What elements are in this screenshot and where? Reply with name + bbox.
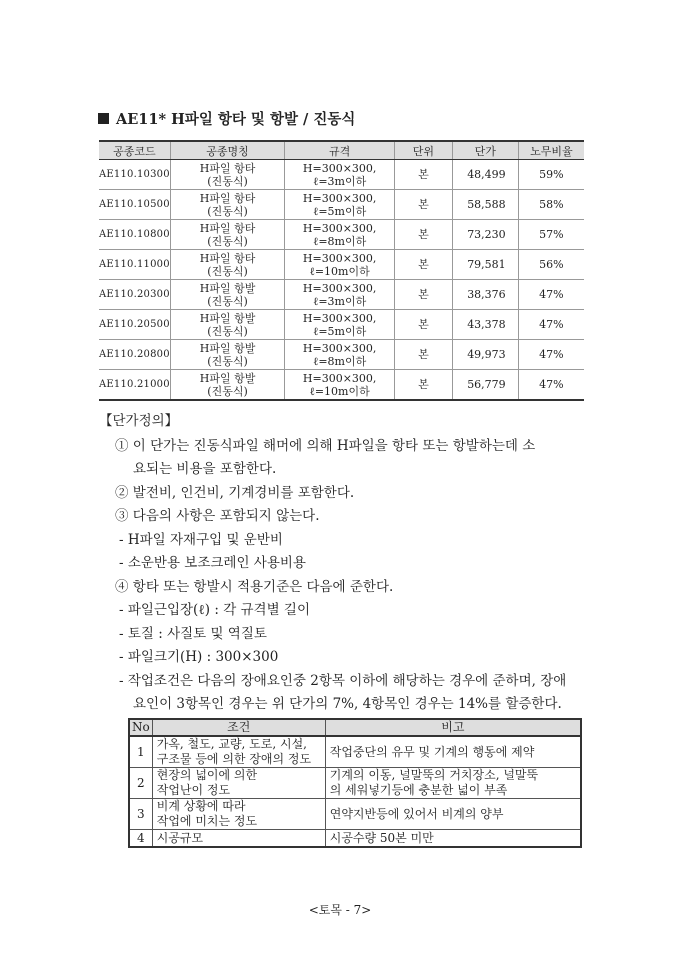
work-code: AE110.11000 [99,250,170,280]
work-name [170,310,284,340]
section-title [98,108,355,129]
work-name-line: (진동식) [207,294,248,308]
unit-price: 38,376 [452,280,518,310]
condition [152,768,325,799]
spec [285,190,395,220]
labor-ratio: 47% [518,310,584,340]
spec-line: ℓ=8m이하 [313,234,367,248]
definition-line: - 토질 : 사질토 및 역질토 [119,625,267,642]
labor-ratio: 47% [518,340,584,370]
table-row [129,799,581,830]
table-row [129,736,581,768]
unit: 본 [395,340,453,370]
definition-line: - 소운반용 보조크레인 사용비용 [119,555,306,571]
table-row [99,280,584,310]
condition [152,830,325,848]
work-code: AE110.21000 [99,370,170,401]
note-line: 작업중단의 유무 및 기계의 행동에 제약 [329,744,535,759]
spec-line: H=300×300, [302,341,377,355]
work-name [170,220,284,250]
definition-heading: 【단가정의】 [99,413,179,429]
work-name [170,280,284,310]
condition-line: 시공규모 [156,830,204,845]
work-name-line: H파일 항타 [199,251,256,265]
condition-no: 3 [129,799,152,830]
table-row [99,190,584,220]
work-name [170,370,284,401]
spec-line: H=300×300, [302,311,377,325]
col-header: 공종명칭 [170,141,284,160]
work-name [170,190,284,220]
unit-price: 73,230 [452,220,518,250]
spec [285,280,395,310]
unit: 본 [395,310,453,340]
condition-no: 2 [129,768,152,799]
spec-line: H=300×300, [302,371,377,385]
table-row [99,340,584,370]
work-name-line: (진동식) [207,264,248,278]
condition-line: 현장의 넓이에 의한 [156,768,258,782]
definition-line: 요되는 비용을 포함한다. [133,461,277,477]
condition-line: 작업난이 정도 [156,783,231,797]
work-condition-table [128,718,582,848]
col-header: No [129,719,152,736]
labor-ratio: 57% [518,220,584,250]
condition-line: 작업에 미치는 정도 [156,814,258,828]
note-line: 연약지반등에 있어서 비계의 양부 [329,806,504,821]
spec [285,310,395,340]
condition [152,736,325,768]
unit-price: 58,588 [452,190,518,220]
unit-price: 79,581 [452,250,518,280]
note [325,830,581,848]
unit: 본 [395,370,453,401]
work-code: AE110.10800 [99,220,170,250]
work-code: AE110.10300 [99,160,170,190]
labor-ratio: 47% [518,370,584,401]
note [325,799,581,830]
unit-price-table [99,140,584,401]
col-header: 단가 [452,141,518,160]
note-line: 의 세워넣기등에 충분한 넓이 부족 [329,783,508,797]
unit-price: 43,378 [452,310,518,340]
spec [285,370,395,401]
work-name-line: (진동식) [207,234,248,248]
spec-line: ℓ=3m이하 [313,294,367,308]
condition-no: 4 [129,830,152,848]
condition [152,799,325,830]
spec-line: H=300×300, [302,251,377,265]
definition-line: ② 발전비, 인건비, 기계경비를 포함한다. [115,484,355,501]
col-header: 공종코드 [99,141,170,160]
work-code: AE110.20500 [99,310,170,340]
table-row [99,220,584,250]
labor-ratio: 56% [518,250,584,280]
table-row [99,160,584,190]
table-row [99,370,584,401]
note [325,768,581,799]
definition-line: ③ 다음의 사항은 포함되지 않는다. [115,508,320,524]
note-line: 기계의 이동, 널말뚝의 거치장소, 널말뚝 [329,768,539,782]
unit-price-definition [99,410,589,717]
work-code: AE110.10500 [99,190,170,220]
col-header: 단위 [395,141,453,160]
work-name-line: H파일 항발 [199,281,256,295]
definition-line: - 파일크기(H) : 300×300 [119,649,279,665]
spec-line: ℓ=10m이하 [309,264,370,278]
condition-no: 1 [129,736,152,768]
spec [285,160,395,190]
definition-line: - 작업조건은 다음의 장애요인중 2항목 이하에 해당하는 경우에 준하며, 장애 [119,672,567,689]
work-name [170,250,284,280]
work-name-line: (진동식) [207,174,248,188]
spec-line: H=300×300, [302,281,377,295]
unit-price: 48,499 [452,160,518,190]
labor-ratio: 59% [518,160,584,190]
table-header-row [99,141,584,160]
col-header: 비고 [325,719,581,736]
section-title-text: AE11* H파일 항타 및 항발 / 진동식 [116,111,356,128]
condition-header-row [129,719,581,736]
work-name-line: H파일 항발 [199,341,256,355]
definition-line: - 파일근입장(ℓ) : 각 규격별 길이 [119,602,311,618]
work-name-line: H파일 항타 [199,191,256,205]
definition-line: - H파일 자재구입 및 운반비 [119,531,283,548]
condition-line: 가옥, 철도, 교량, 도로, 시설, [156,737,307,751]
unit: 본 [395,190,453,220]
spec [285,250,395,280]
spec-line: H=300×300, [302,221,377,235]
page-footer: <토목 - 7> [308,903,372,917]
work-name [170,340,284,370]
work-name [170,160,284,190]
note [325,736,581,768]
spec-line: ℓ=5m이하 [313,324,367,338]
spec-line: ℓ=8m이하 [313,354,367,368]
work-name-line: H파일 항발 [199,371,256,385]
work-name-line: H파일 항타 [199,161,256,175]
col-header: 규격 [285,141,395,160]
condition-line: 비계 상황에 따라 [156,799,246,813]
spec-line: ℓ=5m이하 [313,204,367,218]
work-code: AE110.20800 [99,340,170,370]
unit: 본 [395,160,453,190]
table-row [129,830,581,848]
spec [285,220,395,250]
unit-price: 56,779 [452,370,518,401]
condition-line: 구조물 등에 의한 장애의 정도 [156,752,312,766]
labor-ratio: 58% [518,190,584,220]
table-row [129,768,581,799]
table-row [99,250,584,280]
work-code: AE110.20300 [99,280,170,310]
unit: 본 [395,220,453,250]
definition-line: ④ 항타 또는 항발시 적용기준은 다음에 준한다. [115,578,394,595]
work-name-line: (진동식) [207,324,248,338]
spec-line: H=300×300, [302,191,377,205]
definition-line: ① 이 단가는 진동식파일 해머에 의해 H파일을 항타 또는 항발하는데 소 [115,437,536,454]
work-name-line: H파일 항발 [199,311,256,325]
unit: 본 [395,250,453,280]
unit: 본 [395,280,453,310]
spec-line: ℓ=10m이하 [309,384,370,398]
work-name-line: (진동식) [207,354,248,368]
note-line: 시공수량 50본 미만 [329,830,434,845]
unit-price: 49,973 [452,340,518,370]
col-header: 노무비율 [518,141,584,160]
spec [285,340,395,370]
work-name-line: H파일 항타 [199,221,256,235]
definition-line: 요인이 3항목인 경우는 위 단가의 7%, 4항목인 경우는 14%를 할증한다. [133,696,562,712]
table-row [99,310,584,340]
labor-ratio: 47% [518,280,584,310]
spec-line: H=300×300, [302,161,377,175]
work-name-line: (진동식) [207,384,248,398]
spec-line: ℓ=3m이하 [313,174,367,188]
square-bullet-icon [98,113,109,124]
col-header: 조건 [152,719,325,736]
work-name-line: (진동식) [207,204,248,218]
